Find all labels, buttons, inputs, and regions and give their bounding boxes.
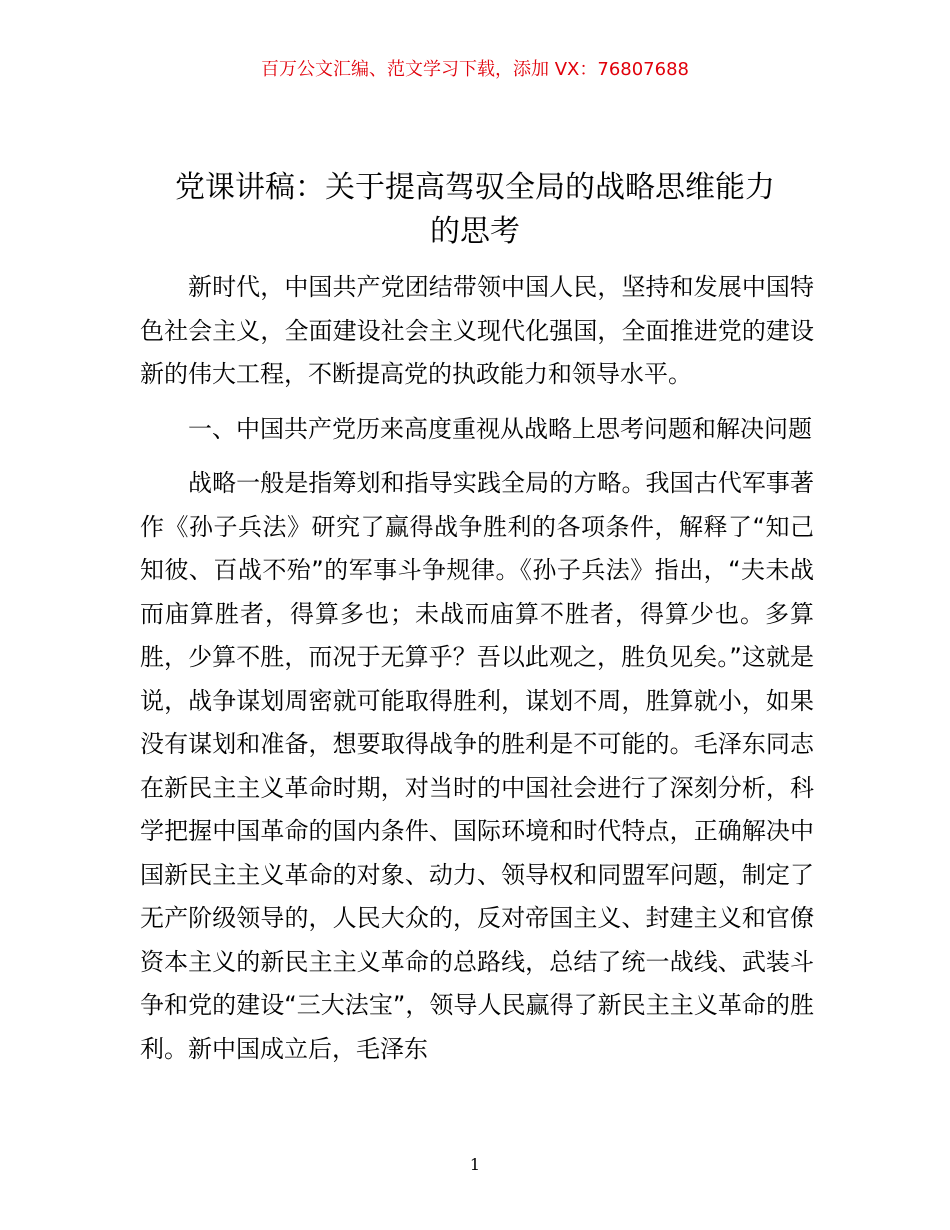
title-line-1: 党课讲稿：关于提高驾驭全局的战略思维能力	[175, 170, 775, 205]
document-title	[140, 166, 810, 254]
watermark-header: 百万公文汇编、范文学习下载，添加 VX：76807688	[261, 59, 689, 80]
document-body	[140, 266, 814, 1082]
title-line-2: 的思考	[430, 214, 520, 249]
section-heading: 一、中国共产党历来高度重视从战略上思考问题和解决问题	[188, 414, 812, 443]
page-number: 1	[469, 1155, 481, 1174]
paragraph-intro: 新时代，中国共产党团结带领中国人民，坚持和发展中国特色社会主义，全面建设社会主义现代化强国，全面推进党的建设新的伟大工程，不断提高党的执政能力和领导水平。	[140, 273, 814, 388]
paragraph-strategy: 战略一般是指筹划和指导实践全局的方略。我国古代军事著作《孙子兵法》研究了赢得战争胜利的各项条件，解释了“知己知彼、百战不殆”的军事斗争规律。《孙子兵法》指出，“夫未战而庙算胜者，得算多也；未战而庙算不胜者，得算少也。多算胜，少算不胜，而况于无算乎？吾以此观之，胜负见矣。”这就是说，战争谋划周密就可能取得胜利，谋划不周，胜算就小，如果没有谋划和准备，想要取得战争的胜利是不可能的。毛泽东同志在新民主主义革命时期，对当时的中国社会进行了深刻分析，科学把握中国革命的国内条件、国际环境和时代特点，正确解决中国新民主主义革命的对象、动力、领导权和同盟军问题，制定了无产阶级领导的，人民大众的，反对帝国主义、封建主义和官僚资本主义的新民主主义革命的总路线，总结了统一战线、武装斗争和党的建设“三大法宝”，领导人民赢得了新民主主义革命的胜利。新中国成立后，毛泽东	[140, 469, 814, 1063]
